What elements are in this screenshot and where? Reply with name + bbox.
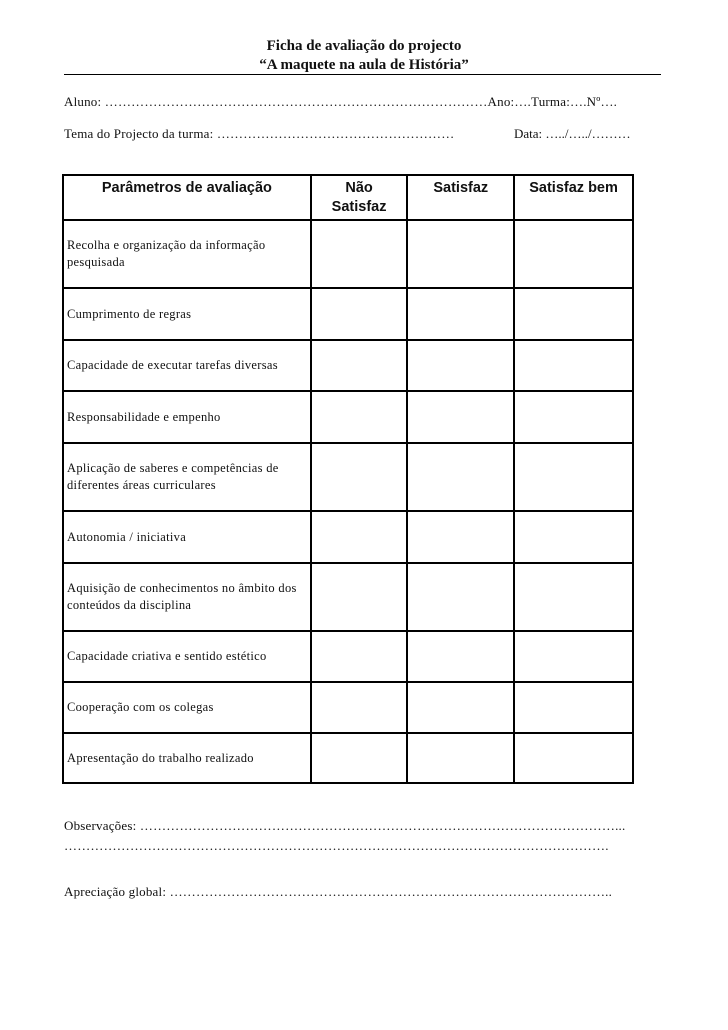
row-label: Responsabilidade e empenho: [63, 391, 311, 443]
table-row: [63, 288, 633, 340]
document-subtitle: “A maquete na aula de História”: [259, 57, 469, 73]
row-label: Autonomia / iniciativa: [63, 511, 311, 563]
cell-nao-satisfaz[interactable]: [311, 220, 408, 288]
cell-nao-satisfaz[interactable]: [311, 631, 408, 682]
cell-satisfaz[interactable]: [407, 511, 514, 563]
header-nao-satisfaz: [311, 175, 408, 220]
title-divider: [64, 74, 661, 75]
header-nao-line2: Satisfaz: [331, 199, 387, 215]
cell-satisfaz-bem[interactable]: [514, 220, 633, 288]
observacoes-field[interactable]: Observações: ………………………………………………………………………………………………...: [64, 818, 626, 833]
tema-field[interactable]: Tema do Projecto da turma: ………………………………………………: [64, 126, 455, 141]
cell-satisfaz[interactable]: [407, 631, 514, 682]
table-row: [63, 443, 633, 511]
table-row: [63, 391, 633, 443]
row-label: Aquisição de conhecimentos no âmbito dos conteúdos da disciplina: [63, 563, 311, 631]
table-row: [63, 733, 633, 783]
cell-nao-satisfaz[interactable]: [311, 340, 408, 391]
aluno-field[interactable]: Aluno: ……………………………………………………………………………Ano:….Turma:….Nº….: [64, 94, 618, 109]
cell-satisfaz-bem[interactable]: [514, 563, 633, 631]
row-label: Cumprimento de regras: [63, 288, 311, 340]
table-header-row: [63, 175, 633, 220]
cell-satisfaz[interactable]: [407, 220, 514, 288]
header-satisfaz: Satisfaz: [407, 175, 514, 220]
data-field[interactable]: Data: …../…../………: [514, 126, 631, 141]
header-satisfaz-bem: Satisfaz bem: [514, 175, 633, 220]
observacoes-continuation-line[interactable]: …………………………………………………………………………………………………………….: [64, 838, 609, 853]
cell-satisfaz[interactable]: [407, 391, 514, 443]
table-row: [63, 220, 633, 288]
cell-satisfaz[interactable]: [407, 682, 514, 733]
cell-satisfaz-bem[interactable]: [514, 391, 633, 443]
cell-satisfaz[interactable]: [407, 733, 514, 783]
row-label: Apresentação do trabalho realizado: [63, 733, 311, 783]
cell-nao-satisfaz[interactable]: [311, 682, 408, 733]
header-parametros: Parâmetros de avaliação: [63, 175, 311, 220]
table-row: [63, 511, 633, 563]
evaluation-table: [62, 174, 634, 784]
row-label: Cooperação com os colegas: [63, 682, 311, 733]
cell-satisfaz[interactable]: [407, 563, 514, 631]
apreciacao-global-field[interactable]: Apreciação global: ………………………………………………………………………………………..: [64, 884, 613, 899]
cell-nao-satisfaz[interactable]: [311, 563, 408, 631]
row-label: Recolha e organização da informação pesquisada: [63, 220, 311, 288]
row-label: Capacidade de executar tarefas diversas: [63, 340, 311, 391]
cell-nao-satisfaz[interactable]: [311, 511, 408, 563]
cell-satisfaz-bem[interactable]: [514, 288, 633, 340]
header-nao-line1: Não: [345, 180, 373, 196]
table-row: [63, 682, 633, 733]
table-row: [63, 340, 633, 391]
row-label: Capacidade criativa e sentido estético: [63, 631, 311, 682]
document-title: Ficha de avaliação do projecto: [266, 38, 462, 54]
cell-satisfaz-bem[interactable]: [514, 340, 633, 391]
cell-nao-satisfaz[interactable]: [311, 391, 408, 443]
cell-nao-satisfaz[interactable]: [311, 733, 408, 783]
cell-satisfaz[interactable]: [407, 340, 514, 391]
cell-satisfaz[interactable]: [407, 443, 514, 511]
cell-nao-satisfaz[interactable]: [311, 443, 408, 511]
cell-nao-satisfaz[interactable]: [311, 288, 408, 340]
cell-satisfaz-bem[interactable]: [514, 511, 633, 563]
cell-satisfaz-bem[interactable]: [514, 682, 633, 733]
cell-satisfaz-bem[interactable]: [514, 631, 633, 682]
table-row: [63, 563, 633, 631]
table-row: [63, 631, 633, 682]
cell-satisfaz-bem[interactable]: [514, 443, 633, 511]
row-label: Aplicação de saberes e competências de diferentes áreas curriculares: [63, 443, 311, 511]
cell-satisfaz[interactable]: [407, 288, 514, 340]
cell-satisfaz-bem[interactable]: [514, 733, 633, 783]
